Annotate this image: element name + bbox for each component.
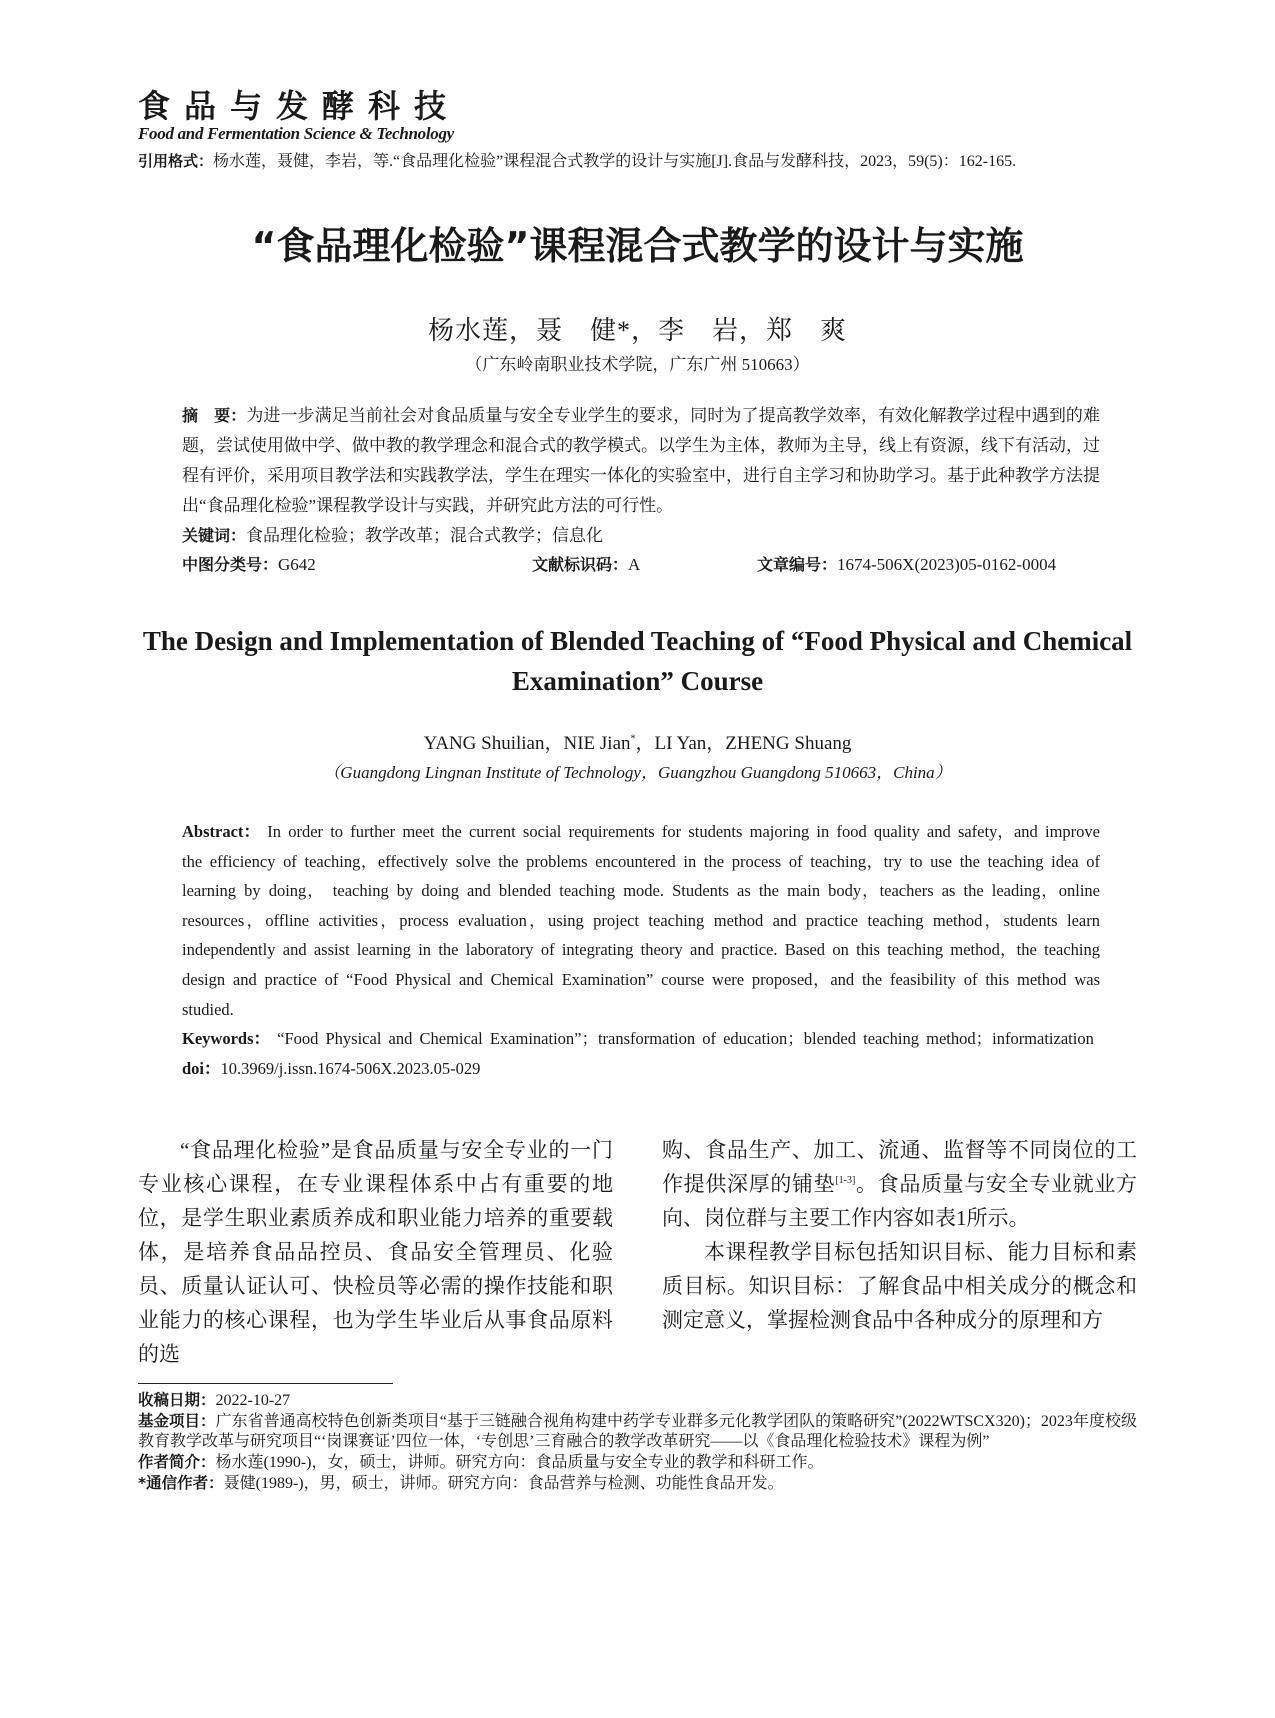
affiliation-en: （Guangdong Lingnan Institute of Technology，Guangzhou Guangdong 510663，China） xyxy=(323,763,952,782)
corresponding-mark: * xyxy=(630,733,636,745)
fund-label: 基金项目： xyxy=(138,1412,216,1431)
affiliation-cn: （广东岭南职业技术学院，广东广州 510663） xyxy=(465,355,810,374)
body-text: 购、食品生产、加工、流通、监督等不同岗位的工作提供深厚的铺垫 xyxy=(662,1138,1137,1197)
footnotes xyxy=(138,1390,1137,1494)
abstract-en-text: In order to further meet the current social requirements for students majoring in food quality and safety，and improve the efficiency of teaching，effectively solve the problems encountered in the process of teaching，try to use the teaching idea of learning by doing， teaching by doing and blended teaching mode. Students as the main body，teachers as the leading，online resources，offline activities，process evaluation，using project teaching method and practice teaching method，students learn independently and assist learning in the laboratory of integrating theory and practice. Based on this teaching method，the teaching design and practice of “Food Physical and Chemical Examination” course were proposed，and the feasibility of this method was studied. xyxy=(182,822,1100,1019)
footnote-fund xyxy=(138,1411,1137,1452)
journal-logo-en: Food and Fermentation Science & Technology xyxy=(138,124,454,143)
body-paragraph: “食品理化检验”是食品质量与安全专业的一门专业核心课程，在专业课程体系中占有重要的地位，是学生职业素质养成和职业能力培养的重要载体，是培养食品品控员、食品安全管理员、化验员、质量认证认可、快检员等必需的操作技能和职业能力的核心课程，也为学生毕业后从事食品原料的选 xyxy=(138,1138,613,1367)
article-no-label: 文章编号： xyxy=(757,555,838,574)
keywords-en-label: Keywords： xyxy=(182,1029,270,1049)
body-paragraph: 本课程教学目标包括知识目标、能力目标和素质目标。知识目标：了解食品中相关成分的概念和测定意义，掌握检测食品中各种成分的原理和方 xyxy=(662,1240,1137,1333)
authors-cn: 杨水莲，聂 健*，李 岩，郑 爽 xyxy=(427,316,847,345)
abstract-cn-text: 为进一步满足当前社会对食品质量与安全专业学生的要求，同时为了提高教学效率，有效化解教学过程中遇到的难题，尝试使用做中学、做中教的教学理念和混合式的教学模式。以学生为主体，教师为主导，线上有资源，线下有活动，过程有评价，采用项目教学法和实践教学法，学生在理实一体化的实验室中，进行自主学习和协助学习。基于此种教学方法提出“食品理化检验”课程教学设计与实践，并研究此方法的可行性。 xyxy=(182,406,1100,515)
article-no xyxy=(757,550,1056,579)
footnote-corresponding xyxy=(138,1473,1137,1494)
abstract-en xyxy=(182,817,1100,1024)
citation-label: 引用格式： xyxy=(138,152,214,170)
citation xyxy=(138,150,1137,173)
clc-label: 中图分类号： xyxy=(182,555,279,574)
footnote-received xyxy=(138,1390,1137,1411)
body-columns xyxy=(138,1133,1137,1371)
page-title-en: The Design and Implementation of Blended Teaching of “Food Physical and Chemical Examination” Course xyxy=(142,626,1133,696)
authors-en-part1: YANG Shuilian，NIE Jian xyxy=(423,733,631,754)
author-value: 杨水莲(1990-)，女，硕士，讲师。研究方向：食品质量与安全专业的教学和科研工作。 xyxy=(215,1454,824,1472)
citation-text: 杨水莲，聂健，李岩，等.“食品理化检验”课程混合式教学的设计与实施[J].食品与发酵科技，2023，59(5)：162-165. xyxy=(213,153,1017,170)
body-paragraph xyxy=(662,1133,1137,1235)
abstract-cn-block xyxy=(182,401,1100,579)
clc-value: G642 xyxy=(278,555,316,574)
abstract-cn xyxy=(182,401,1100,521)
clc xyxy=(182,550,316,579)
corr-value: 聂健(1989-)，男，硕士，讲师。研究方向：食品营养与检测、功能性食品开发。 xyxy=(223,1475,784,1493)
doi xyxy=(182,1054,1100,1084)
footnote-divider xyxy=(138,1383,393,1384)
body-column-right xyxy=(662,1133,1137,1371)
received-label: 收稿日期： xyxy=(138,1391,216,1410)
corr-label: *通信作者： xyxy=(138,1474,224,1493)
body-text: 。食品质量与安全专业就业方向、岗位群与主要工作内容如表1所示。 xyxy=(662,1172,1138,1231)
authors-en xyxy=(138,731,1137,757)
abstract-en-label: Abstract： xyxy=(182,822,261,841)
fund-value: 广东省普通高校特色创新类项目“基于三链融合视角构建中药学专业群多元化教学团队的策略研究”(2022WTSCX320)；2023年度校级教育教学改革与研究项目“‘岗课赛证’四位一体，‘专创思’三育融合的教学改革研究——以《食品理化检验技术》课程为例” xyxy=(138,1413,1137,1451)
doi-label: doi： xyxy=(182,1058,221,1078)
abstract-en-block xyxy=(182,817,1100,1083)
footnote-author xyxy=(138,1452,1137,1473)
author-label: 作者简介： xyxy=(138,1453,216,1472)
authors-en-part2: ，LI Yan，ZHENG Shuang xyxy=(635,733,852,754)
keywords-en xyxy=(182,1024,1100,1054)
keywords-cn-label: 关键词： xyxy=(182,526,247,545)
keywords-cn xyxy=(182,521,1100,550)
journal-logo-cn: 食品与发酵科技 xyxy=(138,87,461,125)
citation-ref[interactable]: [1-3] xyxy=(835,1175,856,1187)
abstract-cn-label: 摘 要： xyxy=(182,406,247,425)
body-column-left xyxy=(138,1133,613,1371)
classification-line xyxy=(182,550,1100,579)
keywords-cn-text: 食品理化检验；教学改革；混合式教学；信息化 xyxy=(246,526,604,545)
doc-code-value: A xyxy=(628,555,641,574)
doc-code xyxy=(532,550,640,579)
page-title-cn: “食品理化检验”课程混合式教学的设计与实施 xyxy=(251,224,1024,268)
received-value: 2022-10-27 xyxy=(215,1392,291,1410)
doc-code-label: 文献标识码： xyxy=(532,555,629,574)
article-no-value: 1674-506X(2023)05-0162-0004 xyxy=(837,555,1057,574)
doi-value[interactable]: 10.3969/j.issn.1674-506X.2023.05-029 xyxy=(220,1058,481,1078)
keywords-en-text: “Food Physical and Chemical Examination”；transformation of education；blended teaching method；informatization xyxy=(277,1029,1094,1049)
